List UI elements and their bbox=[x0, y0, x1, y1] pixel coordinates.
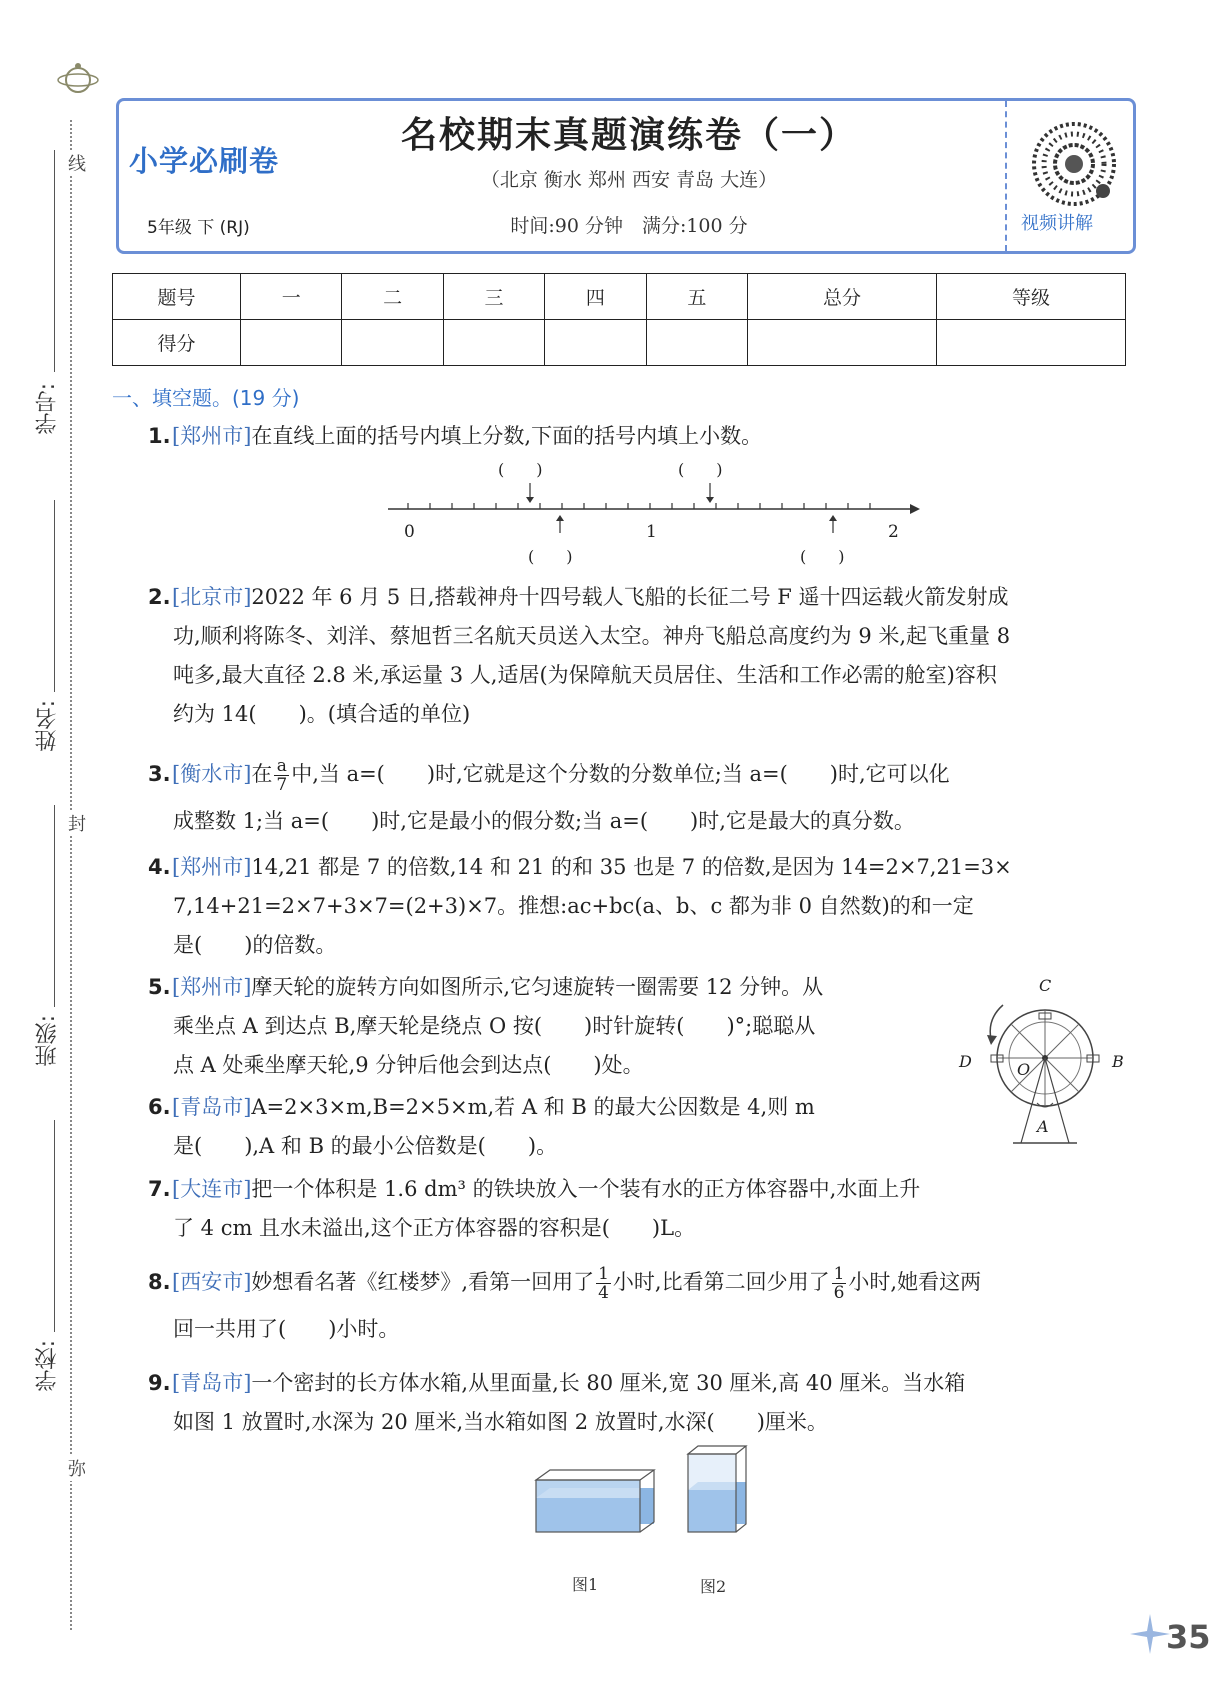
question-5 bbox=[148, 968, 968, 1085]
question-number: 3. bbox=[148, 762, 171, 786]
question-tag: [郑州市] bbox=[172, 975, 252, 999]
question-text-line: 是( ),A 和 B 的最小公倍数是( )。 bbox=[173, 1134, 558, 1158]
question-number: 4. bbox=[148, 855, 171, 879]
question-text-line: 了 4 cm 且水未溢出,这个正方体容器的容积是( )L。 bbox=[173, 1216, 696, 1240]
fraction-one-quarter bbox=[596, 1265, 611, 1302]
score-cell[interactable] bbox=[748, 320, 937, 366]
score-col-3: 三 bbox=[443, 274, 544, 320]
question-4 bbox=[148, 848, 1138, 965]
cities-subtitle: （北京 衡水 郑州 西安 青岛 大连） bbox=[480, 169, 778, 191]
question-tag: [郑州市] bbox=[172, 424, 252, 448]
student-id-field[interactable] bbox=[54, 150, 55, 372]
question-text-line: 是( )的倍数。 bbox=[173, 933, 337, 957]
fraction-numerator: 1 bbox=[598, 1264, 609, 1284]
grade-label: 5年级 下 (RJ) bbox=[147, 218, 250, 238]
question-text-line: 吨多,最大直径 2.8 米,承运量 3 人,适居(为保障航天员居住、生活和工作必需的舱室)容积 bbox=[173, 663, 997, 687]
fraction-denominator: 7 bbox=[276, 775, 288, 795]
question-1 bbox=[148, 417, 1138, 456]
score-value-row bbox=[113, 320, 1126, 366]
score-col-total: 总分 bbox=[748, 274, 937, 320]
point-label-a: A bbox=[1037, 1117, 1049, 1136]
question-text-line: 乘坐点 A 到达点 B,摩天轮是绕点 O 按( )时针旋转( )°;聪聪从 bbox=[173, 1014, 816, 1038]
question-text: 小时,比看第二回少用了 bbox=[612, 1270, 830, 1294]
question-text: 小时,她看这两 bbox=[848, 1270, 982, 1294]
question-text-line: 回一共用了( )小时。 bbox=[173, 1317, 400, 1341]
tank-figure-2 bbox=[688, 1446, 746, 1532]
fraction-one-sixth bbox=[832, 1265, 847, 1302]
score-col-2: 二 bbox=[342, 274, 443, 320]
score-col-label: 题号 bbox=[113, 274, 241, 320]
question-text-line: 如图 1 放置时,水深为 20 厘米,当水箱如图 2 放置时,水深( )厘米。 bbox=[173, 1410, 828, 1434]
qr-divider bbox=[1005, 101, 1007, 251]
class-field[interactable] bbox=[54, 805, 55, 1007]
question-tag: [北京市] bbox=[172, 585, 252, 609]
question-text: 在直线上面的括号内填上分数,下面的括号内填上小数。 bbox=[251, 424, 763, 448]
answer-blank-bottom-2: ( ) bbox=[800, 547, 845, 566]
question-text: 在 bbox=[251, 762, 273, 786]
score-cell[interactable] bbox=[443, 320, 544, 366]
question-text-line: 摩天轮的旋转方向如图所示,它匀速旋转一圈需要 12 分钟。从 bbox=[251, 975, 824, 999]
question-tag: [衡水市] bbox=[172, 762, 252, 786]
answer-blank-bottom-1: ( ) bbox=[528, 547, 573, 566]
class-label: 班级: bbox=[35, 1015, 60, 1067]
question-text-line: 成整数 1;当 a=( )时,它是最小的假分数;当 a=( )时,它是最大的真分数。 bbox=[173, 809, 915, 833]
question-2 bbox=[148, 578, 1138, 734]
tick-label-0: 0 bbox=[404, 522, 415, 542]
brand-logo: 小学必刷卷 bbox=[129, 144, 280, 178]
fraction-numerator: 1 bbox=[833, 1264, 845, 1284]
point-label-b: B bbox=[1112, 1052, 1124, 1071]
question-text-line: A=2×3×m,B=2×5×m,若 A 和 B 的最大公因数是 4,则 m bbox=[251, 1095, 815, 1119]
binding-mark-seal2: 弥 bbox=[62, 1455, 88, 1481]
score-col-4: 四 bbox=[545, 274, 646, 320]
name-field[interactable] bbox=[54, 500, 55, 692]
student-id-label: 学号: bbox=[35, 383, 60, 435]
question-text-line: 点 A 处乘坐摩天轮,9 分钟后他会到达点( )处。 bbox=[173, 1053, 644, 1077]
point-label-o: O bbox=[1017, 1060, 1031, 1079]
question-6 bbox=[148, 1088, 968, 1166]
fraction-denominator: 6 bbox=[833, 1283, 845, 1303]
question-number: 8. bbox=[148, 1270, 171, 1294]
question-number: 5. bbox=[148, 975, 171, 999]
question-text: 妙想看名著《红楼梦》,看第一回用了 bbox=[251, 1270, 595, 1294]
page-number: 35 bbox=[1166, 1618, 1211, 1656]
fraction-a-over-7 bbox=[274, 757, 289, 794]
point-label-c: C bbox=[1039, 976, 1052, 995]
school-label: 学校: bbox=[35, 1340, 60, 1392]
score-cell[interactable] bbox=[342, 320, 443, 366]
question-text-line: 中,当 a=( )时,它就是这个分数的分数单位;当 a=( )时,它可以化 bbox=[291, 762, 950, 786]
tick-label-2: 2 bbox=[888, 522, 899, 542]
question-tag: [青岛市] bbox=[172, 1095, 252, 1119]
question-number: 9. bbox=[148, 1371, 171, 1395]
time-info: 时间:90 分钟 满分:100 分 bbox=[510, 215, 748, 237]
question-tag: [大连市] bbox=[172, 1177, 252, 1201]
score-header-row bbox=[113, 274, 1126, 320]
question-text-line: 2022 年 6 月 5 日,搭载神舟十四号载人飞船的长征二号 F 遥十四运载火箭发射成 bbox=[251, 585, 1009, 609]
tank-figure-1 bbox=[536, 1470, 654, 1532]
question-text-line: 把一个体积是 1.6 dm³ 的铁块放入一个装有水的正方体容器中,水面上升 bbox=[251, 1177, 921, 1201]
score-table bbox=[112, 273, 1126, 366]
score-col-5: 五 bbox=[646, 274, 747, 320]
question-text-line: 约为 14( )。(填合适的单位) bbox=[173, 702, 471, 726]
section-heading: 一、填空题。(19 分) bbox=[112, 386, 300, 410]
score-cell[interactable] bbox=[646, 320, 747, 366]
score-cell[interactable] bbox=[241, 320, 342, 366]
point-label-d: D bbox=[959, 1052, 972, 1071]
score-cell[interactable] bbox=[545, 320, 646, 366]
question-7 bbox=[148, 1170, 1138, 1248]
question-text-line: 14,21 都是 7 的倍数,14 和 21 的和 35 也是 7 的倍数,是因为 14=2×7,21=3× bbox=[251, 855, 1012, 879]
score-col-grade: 等级 bbox=[936, 274, 1125, 320]
question-tag: [郑州市] bbox=[172, 855, 252, 879]
question-8 bbox=[148, 1260, 1138, 1349]
question-3 bbox=[148, 752, 1138, 841]
school-field[interactable] bbox=[54, 1120, 55, 1332]
question-9 bbox=[148, 1364, 1138, 1442]
name-label: 姓名: bbox=[35, 700, 60, 752]
answer-blank-top-1: ( ) bbox=[498, 460, 543, 479]
emblem-icon bbox=[56, 56, 100, 100]
binding-dotted-line bbox=[70, 120, 72, 1630]
header-box bbox=[116, 98, 1136, 254]
water-tank-figures bbox=[530, 1440, 780, 1560]
number-line-figure bbox=[380, 455, 920, 575]
question-tag: [西安市] bbox=[172, 1270, 252, 1294]
page-title: 名校期末真题演练卷（一） bbox=[400, 114, 857, 156]
question-text-line: 7,14+21=2×7+3×7=(2+3)×7。推想:ac+bc(a、b、c 都为非 0 自然数)的和一定 bbox=[173, 894, 974, 918]
score-col-1: 一 bbox=[241, 274, 342, 320]
score-row-label: 得分 bbox=[113, 320, 241, 366]
question-text-line: 功,顺利将陈冬、刘洋、蔡旭哲三名航天员送入太空。神舟飞船总高度约为 9 米,起飞重量 8 bbox=[173, 624, 1011, 648]
question-text-line: 一个密封的长方体水箱,从里面量,长 80 厘米,宽 30 厘米,高 40 厘米。当水箱 bbox=[251, 1371, 966, 1395]
qr-code-icon[interactable] bbox=[1031, 121, 1117, 207]
question-number: 2. bbox=[148, 585, 171, 609]
question-tag: [青岛市] bbox=[172, 1371, 252, 1395]
video-explanation-link[interactable]: 视频讲解 bbox=[1021, 213, 1093, 234]
answer-blank-top-2: ( ) bbox=[678, 460, 723, 479]
tick-label-1: 1 bbox=[646, 522, 657, 542]
figure-2-caption: 图2 bbox=[700, 1577, 727, 1596]
fraction-denominator: 4 bbox=[598, 1283, 609, 1303]
ferris-wheel-figure bbox=[955, 975, 1130, 1150]
fraction-numerator: a bbox=[274, 757, 289, 776]
score-cell[interactable] bbox=[936, 320, 1125, 366]
binding-mark-line: 线 bbox=[62, 150, 88, 176]
question-number: 6. bbox=[148, 1095, 171, 1119]
question-number: 1. bbox=[148, 424, 171, 448]
figure-1-caption: 图1 bbox=[572, 1575, 599, 1594]
binding-mark-seal: 封 bbox=[62, 810, 88, 836]
question-number: 7. bbox=[148, 1177, 171, 1201]
